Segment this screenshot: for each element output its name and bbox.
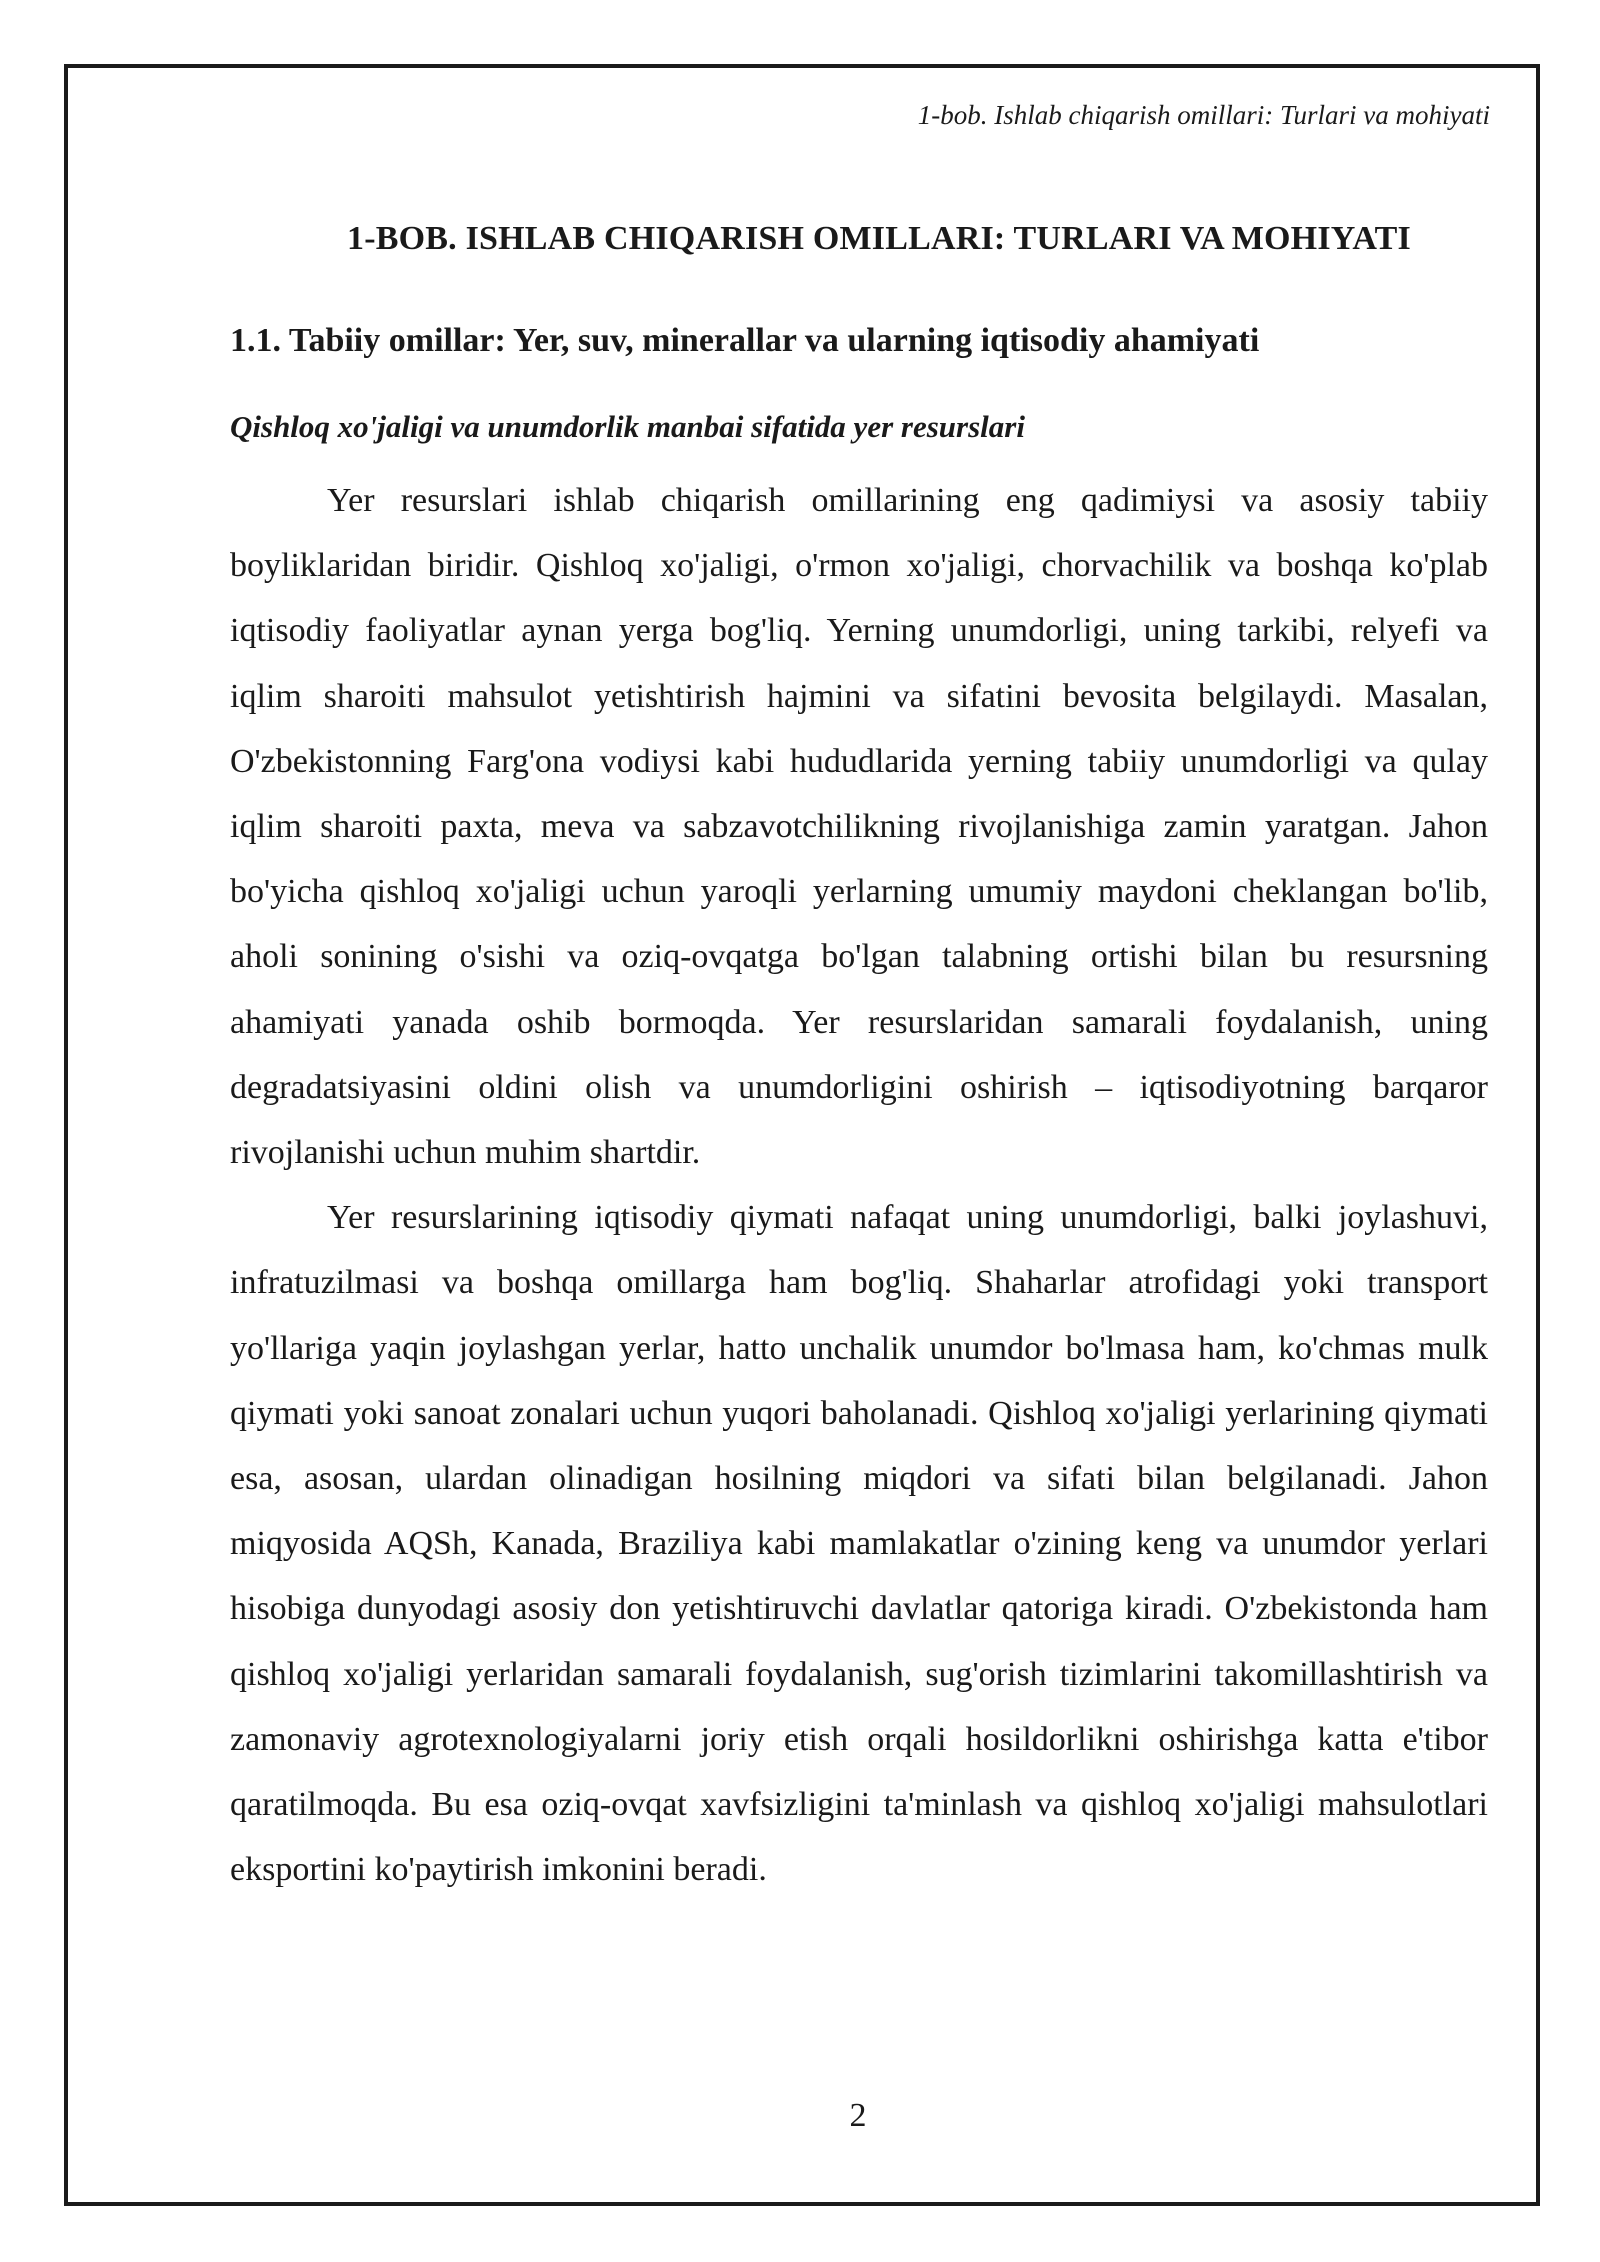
page-number: 2 <box>849 2097 867 2134</box>
body-paragraph: Yer resurslari ishlab chiqarish omillarining eng qadimiysi va asosiy tabiiy boyliklaridan biridir. Qishloq xo'jaligi, o'rmon xo'jaligi, chorvachilik va boshqa ko'plab iqtisodiy faoliyatlar aynan yerga bog'liq. Yerning unumdorligi, uning tarkibi, relyefi va iqlim sharoiti mahsulot yetishtirish hajmini va sifatini bevosita belgilaydi. Masalan, O'zbekistonning Farg'ona vodiysi kabi hududlarida yerning tabiiy unumdorligi va qulay iqlim sharoiti paxta, meva va sabzavotchilikning rivojlanishiga zamin yaratgan. Jahon bo'yicha qishloq xo'jaligi uchun yaroqli yerlarning umumiy maydoni cheklangan bo'lib, aholi sonining o'sishi va oziq-ovqatga bo'lgan talabning ortishi bilan bu resursning ahamiyati yanada oshib bormoqda. Yer resurslaridan samarali foydalanish, uning degradatsiyasini oldini olish va unumdorligini oshirish – iqtisodiyotning barqaror rivojlanishi uchun muhim shartdir. <box>230 482 1488 1172</box>
body-paragraph: Yer resurslarining iqtisodiy qiymati nafaqat uning unumdorligi, balki joylashuvi, infratuzilmasi va boshqa omillarga ham bog'liq. Shaharlar atrofidagi yoki transport yo'llariga yaqin joylashgan yerlar, hatto unchalik unumdor bo'lmasa ham, ko'chmas mulk qiymati yoki sanoat zonalari uchun yuqori baholanadi. Qishloq xo'jaligi yerlarining qiymati esa, asosan, ulardan olinadigan hosilning miqdori va sifati bilan belgilanadi. Jahon miqyosida AQSh, Kanada, Braziliya kabi mamlakatlar o'zining keng va unumdor yerlari hisobiga dunyodagi asosiy don yetishtiruvchi davlatlar qatoriga kiradi. O'zbekistonda ham qishloq xo'jaligi yerlaridan samarali foydalanish, sug'orish tizimlarini takomillashtirish va zamonaviy agrotexnologiyalarni joriy etish orqali hosildorlikni oshirishga katta e'tibor qaratilmoqda. Bu esa oziq-ovqat xavfsizligini ta'minlash va qishloq xo'jaligi mahsulotlari eksportini ko'paytirish imkonini beradi. <box>230 1199 1488 1889</box>
section-title: 1.1. Tabiiy omillar: Yer, suv, minerallar va ularning iqtisodiy ahamiyati <box>230 322 1260 359</box>
subsection-title: Qishloq xo'jaligi va unumdorlik manbai sifatida yer resurslari <box>230 409 1025 444</box>
page-body <box>230 214 1488 1902</box>
chapter-title: 1-BOB. ISHLAB CHIQARISH OMILLARI: TURLARI VA MOHIYATI <box>347 220 1411 257</box>
running-header: 1-bob. Ishlab chiqarish omillari: Turlari va mohiyati <box>917 100 1490 130</box>
